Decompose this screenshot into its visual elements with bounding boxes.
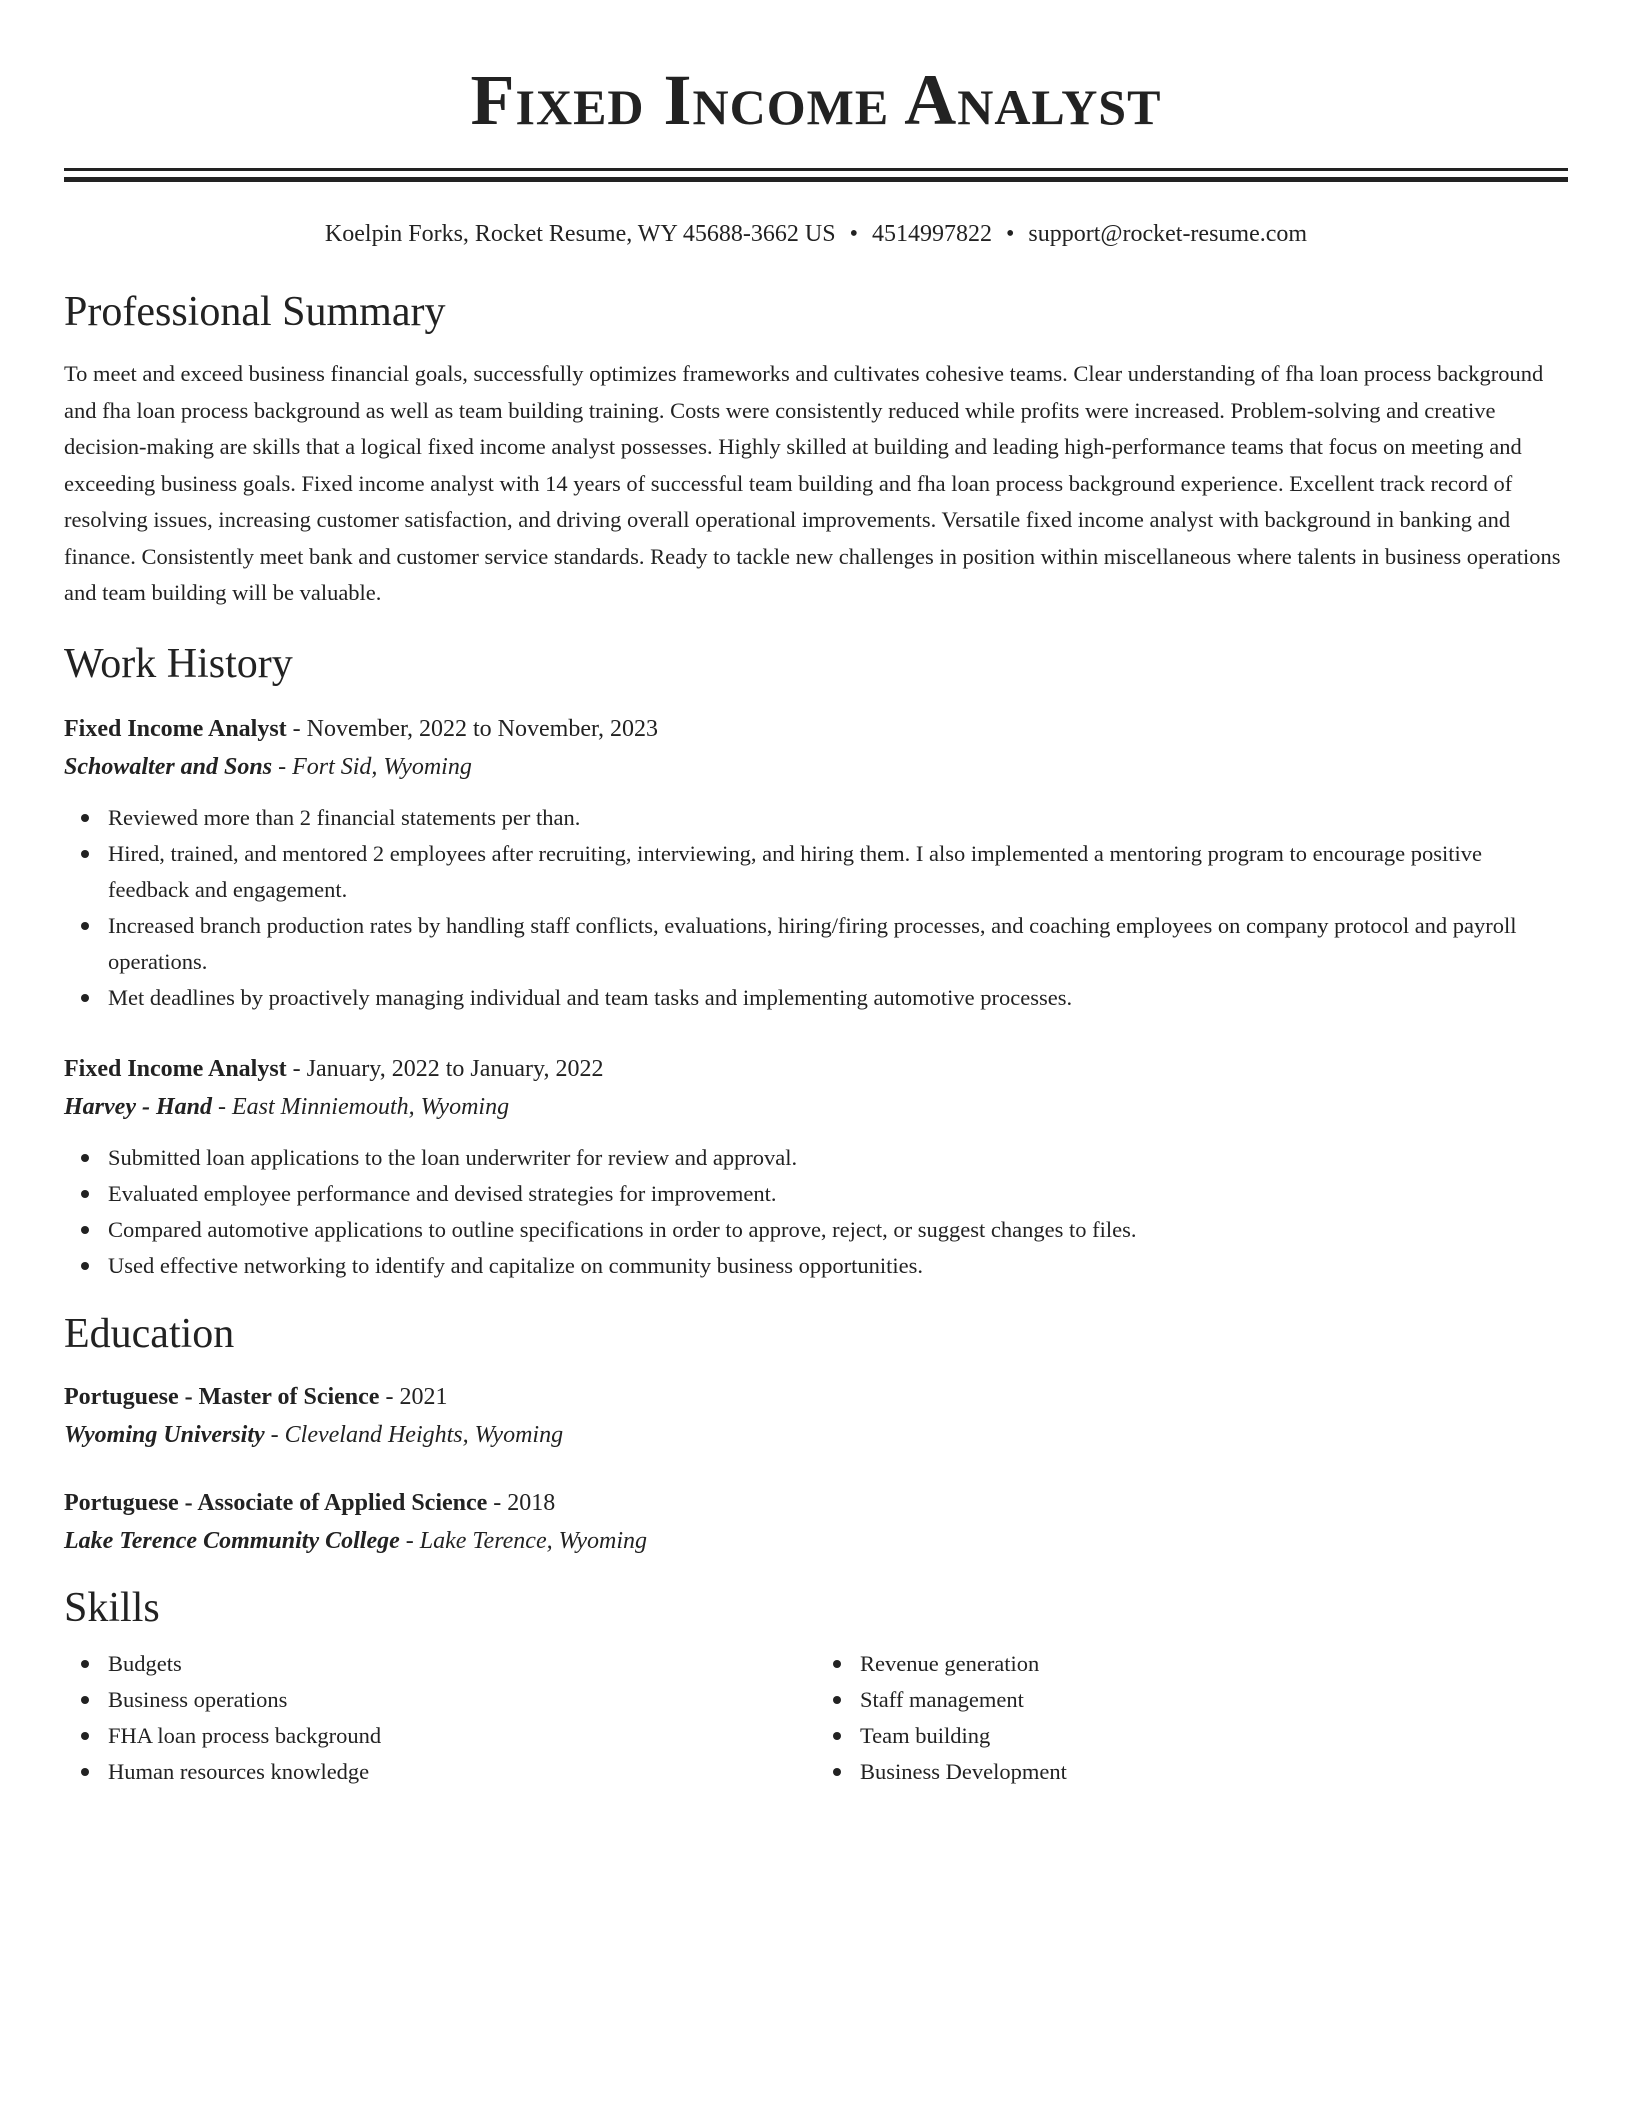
work-entry <box>64 710 1568 1016</box>
school-location: - Lake Terence, Wyoming <box>399 1527 648 1554</box>
education-heading: Education <box>64 1310 235 1357</box>
job-title-line <box>64 1050 1568 1088</box>
contact-separator: • <box>1005 221 1015 247</box>
header-divider-bottom <box>64 177 1568 182</box>
skill-item: Human resources knowledge <box>108 1754 816 1790</box>
job-bullet: Met deadlines by proactively managing individual and team tasks and implementing automotive processes. <box>108 980 1568 1016</box>
job-title: Fixed Income Analyst <box>64 1055 287 1082</box>
resume-page <box>64 0 1568 1790</box>
job-bullet: Used effective networking to identify and capitalize on community business opportunities. <box>108 1248 1568 1284</box>
contact-phone: 4514997822 <box>871 221 992 247</box>
degree-year: - 2021 <box>379 1383 448 1410</box>
job-location: - Fort Sid, Wyoming <box>272 753 472 780</box>
header-divider-top <box>64 168 1568 171</box>
school: Wyoming University <box>64 1421 265 1448</box>
skill-item: Business Development <box>860 1754 1568 1790</box>
job-title-line <box>64 710 1568 748</box>
job-bullet: Hired, trained, and mentored 2 employees after recruiting, interviewing, and hiring them. I also implemented a mentoring program to encourage positive feedback and engagement. <box>108 836 1568 908</box>
degree-line <box>64 1484 1568 1522</box>
job-company: Schowalter and Sons <box>64 753 273 780</box>
job-location: - East Minniemouth, Wyoming <box>211 1093 510 1120</box>
degree: Portuguese - Associate of Applied Science <box>64 1489 488 1516</box>
skills-column-left <box>64 1646 816 1790</box>
contact-separator: • <box>849 221 858 247</box>
degree: Portuguese - Master of Science <box>64 1383 380 1410</box>
summary-text: To meet and exceed business financial goals, successfully optimizes frameworks and cultivates cohesive teams. Clear understanding of fha loan process background and fha loan process background as well as team building training. Costs were consistently reduced while profits were increased. Problem-solving and creative decision-making are skills that a logical fixed income analyst possesses. Highly skilled at building and leading high-performance teams that focus on meeting and exceeding business goals. Fixed income analyst with 14 years of successful team building and fha loan process background experience. Excellent track record of resolving issues, increasing customer satisfaction, and driving overall operational improvements. Versatile fixed income analyst with background in banking and finance. Consistently meet bank and customer service standards. Ready to tackle new challenges in position within miscellaneous where talents in business operations and team building will be valuable. <box>64 361 1561 605</box>
skill-item: Revenue generation <box>860 1646 1568 1682</box>
job-company: Harvey - Hand <box>64 1093 212 1120</box>
education-entry <box>64 1378 1568 1454</box>
skills-grid <box>64 1646 1568 1790</box>
school-location: - Cleveland Heights, Wyoming <box>264 1421 564 1448</box>
contact-address: Koelpin Forks, Rocket Resume, WY 45688-3662 US <box>324 221 836 247</box>
job-title: Fixed Income Analyst <box>64 715 287 742</box>
skills-heading: Skills <box>64 1584 160 1631</box>
work-entry <box>64 1050 1568 1284</box>
job-bullet: Increased branch production rates by handling staff conflicts, evaluations, hiring/firing processes, and coaching employees on company protocol and payroll operations. <box>108 908 1568 980</box>
skills-column-right <box>816 1646 1568 1790</box>
job-bullet-list <box>64 1140 1568 1284</box>
job-dates: - November, 2022 to November, 2023 <box>286 715 659 742</box>
job-bullet: Submitted loan applications to the loan underwriter for review and approval. <box>108 1140 1568 1176</box>
skill-item: Team building <box>860 1718 1568 1754</box>
skill-item: FHA loan process background <box>108 1718 816 1754</box>
skill-item: Staff management <box>860 1682 1568 1718</box>
work-history-heading: Work History <box>64 640 293 687</box>
job-company-line <box>64 1088 1568 1126</box>
resume-title: Fixed Income Analyst <box>470 60 1162 140</box>
school-line <box>64 1522 1568 1560</box>
job-bullet: Reviewed more than 2 financial statements per than. <box>108 800 1568 836</box>
degree-year: - 2018 <box>487 1489 556 1516</box>
school-line <box>64 1416 1568 1454</box>
job-bullet: Evaluated employee performance and devised strategies for improvement. <box>108 1176 1568 1212</box>
skill-item: Business operations <box>108 1682 816 1718</box>
contact-email: support@rocket-resume.com <box>1028 221 1308 247</box>
summary-heading: Professional Summary <box>64 289 446 335</box>
contact-line <box>64 218 1568 250</box>
job-bullet: Compared automotive applications to outline specifications in order to approve, reject, or suggest changes to files. <box>108 1212 1568 1248</box>
job-bullet-list <box>64 800 1568 1016</box>
job-dates: - January, 2022 to January, 2022 <box>286 1055 604 1082</box>
education-entry <box>64 1484 1568 1560</box>
degree-line <box>64 1378 1568 1416</box>
skill-item: Budgets <box>108 1646 816 1682</box>
school: Lake Terence Community College <box>64 1527 400 1554</box>
job-company-line <box>64 748 1568 786</box>
